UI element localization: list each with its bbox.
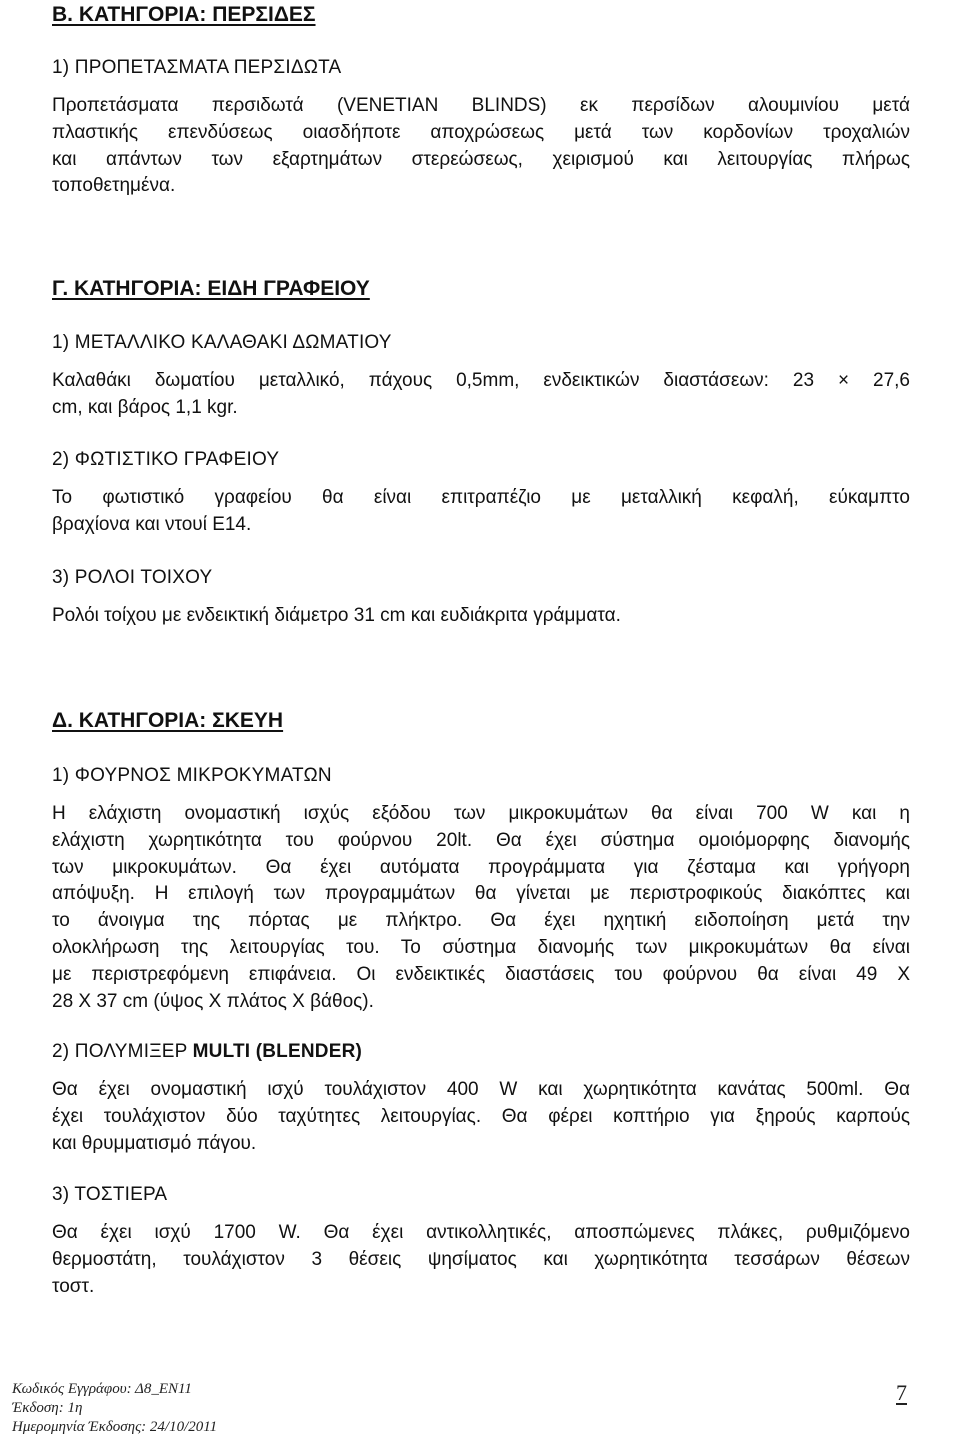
- section-b-title: Β. ΚΑΤΗΓΟΡΙΑ: ΠΕΡΣΙΔΕΣ: [52, 3, 316, 26]
- section-d-item3-title: 3) ΤΟΣΤΙΕΡΑ: [52, 1184, 168, 1205]
- item-title-text: 2) ΠΟΛΥΜΙΞΕΡ: [52, 1041, 193, 1062]
- text-line: και θρυμματισμό πάγου.: [52, 1132, 257, 1154]
- footer-edition: Έκδοση: 1η: [12, 1400, 83, 1416]
- section-b-item1-title: 1) ΠΡΟΠΕΤΑΣΜΑΤΑ ΠΕΡΣΙΔΩΤΑ: [52, 57, 342, 78]
- text-line: ολοκλήρωση της λειτουργίας του. Το σύστημα διανομής των μικροκυμάτων θα είναι: [52, 936, 910, 958]
- text-line: Ρολόι τοίχου με ενδεικτική διάμετρο 31 cm και ευδιάκριτα γράμματα.: [52, 605, 621, 626]
- section-g-title: Γ. ΚΑΤΗΓΟΡΙΑ: ΕΙΔΗ ΓΡΑΦΕΙΟΥ: [52, 277, 370, 300]
- text-line: τοστ.: [52, 1275, 95, 1297]
- text-line: θερμοστάτη, τουλάχιστον 3 θέσεις ψησίματος και χωρητικότητα τεσσάρων θέσεων: [52, 1248, 910, 1270]
- section-d-title: Δ. ΚΑΤΗΓΟΡΙΑ: ΣΚΕΥΗ: [52, 709, 284, 732]
- item-title-bold-text: MULTI (BLENDER): [192, 1041, 363, 1062]
- text-line: Καλαθάκι δωματίου μεταλλικό, πάχους 0,5mm, ενδεικτικών διαστάσεων: 23 × 27,6: [52, 370, 910, 391]
- text-line: ελάχιστη χωρητικότητα του φούρνου 20lt. Θα έχει σύστημα ομοιόμορφης διανομής: [52, 829, 910, 851]
- footer-doc-code: Κωδικός Εγγράφου: Δ8_ΕΝ11: [12, 1381, 192, 1397]
- text-line: 28 Χ 37 cm (ύψος Χ πλάτος Χ βάθος).: [52, 990, 374, 1012]
- text-line: πλαστικής επενδύσεως οιασδήποτε αποχρώσεως μετά των κορδονίων τροχαλιών: [52, 121, 910, 143]
- text-line: απόψυξη. Η επιλογή των προγραμμάτων θα γίνεται με περιστροφικούς διακόπτες και: [52, 883, 910, 905]
- page-footer: [12, 1380, 912, 1437]
- footer-edition-date: Ημερομηνία Έκδοσης: 24/10/2011: [12, 1419, 218, 1435]
- text-line: και απάντων των εξαρτημάτων στερεώσεως, χειρισμού και λειτουργίας πλήρως: [52, 148, 910, 170]
- section-d-item1-title: 1) ΦΟΥΡΝΟΣ ΜΙΚΡΟΚΥΜΑΤΩΝ: [52, 765, 332, 786]
- section-g-item3-text: [52, 603, 910, 630]
- text-line: Θα έχει ονομαστική ισχύ τουλάχιστον 400 W και χωρητικότητα κανάτας 500ml. Θα: [52, 1079, 910, 1100]
- text-line: Προπετάσματα περσιδωτά (VENETIAN BLINDS) εκ περσίδων αλουμινίου μετά: [52, 95, 910, 116]
- text-line: των μικροκυμάτων. Θα έχει αυτόματα προγράμματα για ζέσταμα και γρήγορη: [52, 856, 910, 878]
- section-d-item2-text: [52, 1077, 910, 1157]
- text-line: το άνοιγμα της πόρτας με πλήκτρο. Θα έχει ηχητική ειδοποίηση μετά την: [52, 910, 910, 932]
- text-line: Θα έχει ισχύ 1700 W. Θα έχει αντικολλητικές, αποσπώμενες πλάκες, ρυθμιζόμενο: [52, 1222, 910, 1243]
- text-line: cm, και βάρος 1,1 kgr.: [52, 396, 238, 418]
- section-g-item2-text: [52, 485, 910, 539]
- section-b-item1-text: [52, 93, 910, 200]
- section-g-item2-title: 2) ΦΩΤΙΣΤΙΚΟ ΓΡΑΦΕΙΟΥ: [52, 449, 280, 470]
- text-line: τοποθετημένα.: [52, 175, 176, 197]
- page-number: 7: [896, 1380, 907, 1405]
- section-d-item1-text: [52, 801, 910, 1015]
- section-g-item1-title: 1) ΜΕΤΑΛΛΙΚΟ ΚΑΛΑΘΑΚΙ ΔΩΜΑΤΙΟΥ: [52, 332, 392, 353]
- section-g-item1-text: [52, 368, 910, 422]
- section-g-item3-title: 3) ΡΟΛΟΙ ΤΟΙΧΟΥ: [52, 567, 213, 588]
- text-line: Το φωτιστικό γραφείου θα είναι επιτραπέζιο με μεταλλική κεφαλή, εύκαμπτο: [52, 487, 910, 508]
- text-line: Η ελάχιστη ονομαστική ισχύς εξόδου των μικροκυμάτων θα είναι 700 W και η: [52, 803, 910, 824]
- text-line: έχει τουλάχιστον δύο ταχύτητες λειτουργίας. Θα φέρει κοπτήριο για ξηρούς καρπούς: [52, 1105, 910, 1127]
- section-d-item2-title: [52, 1040, 362, 1064]
- text-line: με περιστρεφόμενη επιφάνεια. Οι ενδεικτικές διαστάσεις του φούρνου θα είναι 49 Χ: [52, 963, 910, 985]
- text-line: βραχίονα και ντουί Ε14.: [52, 513, 252, 535]
- section-d-item3-text: [52, 1220, 910, 1300]
